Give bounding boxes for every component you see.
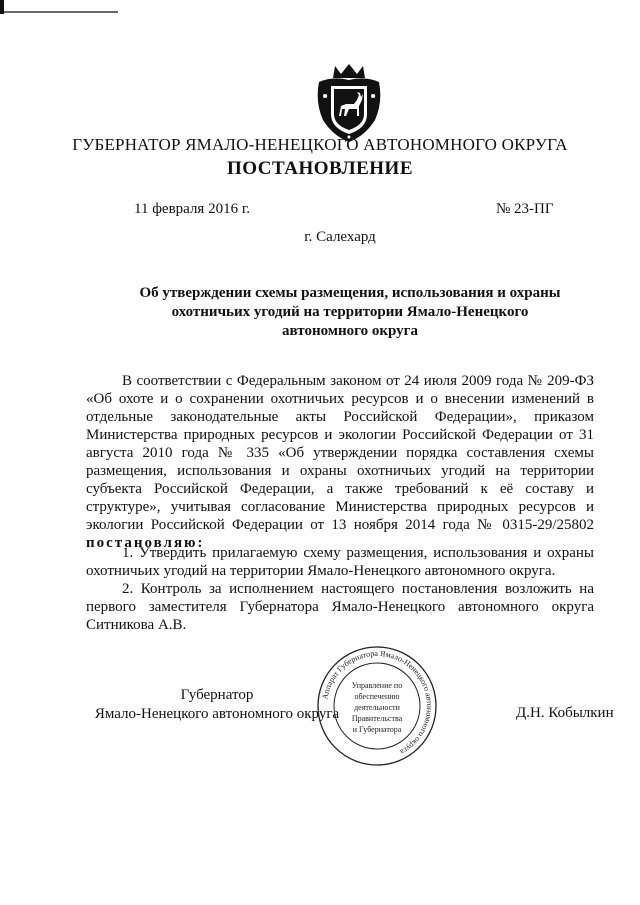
- position-line: Ямало-Ненецкого автономного округа: [94, 706, 340, 722]
- title-line: охотничьих угодий на территории Ямало-Ненецкого: [171, 304, 529, 320]
- resolution-item: 1. Утвердить прилагаемую схему размещения, использования и охраны охотничьих угодий на территории Ямало-Ненецкого автономного округа.: [86, 545, 594, 579]
- stamp-center-line: обеспечению: [354, 692, 400, 701]
- document-number: № 23-ПГ: [496, 201, 554, 217]
- stamp-center-line: Правительства: [351, 714, 403, 723]
- coat-of-arms-icon: [313, 62, 385, 144]
- document-type: ПОСТАНОВЛЕНИЕ: [226, 158, 414, 179]
- scan-corner-mark: [0, 0, 120, 14]
- official-stamp: [316, 645, 438, 767]
- signatory-name: Д.Н. Кобылкин: [516, 705, 614, 721]
- decree-word: постановляю:: [86, 535, 205, 551]
- stamp-center-line: Управление по: [351, 681, 403, 690]
- title-line: Об утверждении схемы размещения, использования и охраны: [139, 285, 561, 301]
- document-city: г. Салехард: [304, 229, 376, 245]
- resolution-items: [86, 544, 594, 634]
- preamble-text: В соответствии с Федеральным законом от 24 июля 2009 года № 209-ФЗ «Об охоте и о сохранении охотничьих ресурсов и о внесении изменений в отдельные законодательные акты Российской Федерации», приказом Министерства природных ресурсов и экологии Российской Федерации от 31 августа 2010 года № 335 «Об утверждении порядка составления схемы размещения, использования и охраны охотничьих угодий на территории субъекта Российской Федерации, а также требований к её составу и структуре», учитывая согласование Министерства природных ресурсов и экологии Российской Федерации от 13 ноября 2014 года № 0315-29/25802: [86, 373, 594, 533]
- signatory-position: [86, 686, 348, 724]
- stamp-center-line: и Губернатора: [352, 725, 402, 734]
- document-date: 11 февраля 2016 г.: [134, 201, 251, 217]
- document-title: [120, 284, 580, 341]
- resolution-item: 2. Контроль за исполнением настоящего постановления возложить на первого заместителя Губернатора Ямало-Ненецкого автономного округа Ситникова А.В.: [86, 581, 594, 633]
- preamble-paragraph: [86, 372, 594, 552]
- stamp-center-line: деятельности: [354, 703, 400, 712]
- issuing-authority: ГУБЕРНАТОР ЯМАЛО-НЕНЕЦКОГО АВТОНОМНОГО ОКРУГА: [72, 135, 568, 154]
- title-line: автономного округа: [282, 323, 418, 339]
- position-line: Губернатор: [180, 687, 254, 703]
- stamp-ring-text: Аппарат Губернатора Ямало-Ненецкого автономного округа: [320, 648, 435, 757]
